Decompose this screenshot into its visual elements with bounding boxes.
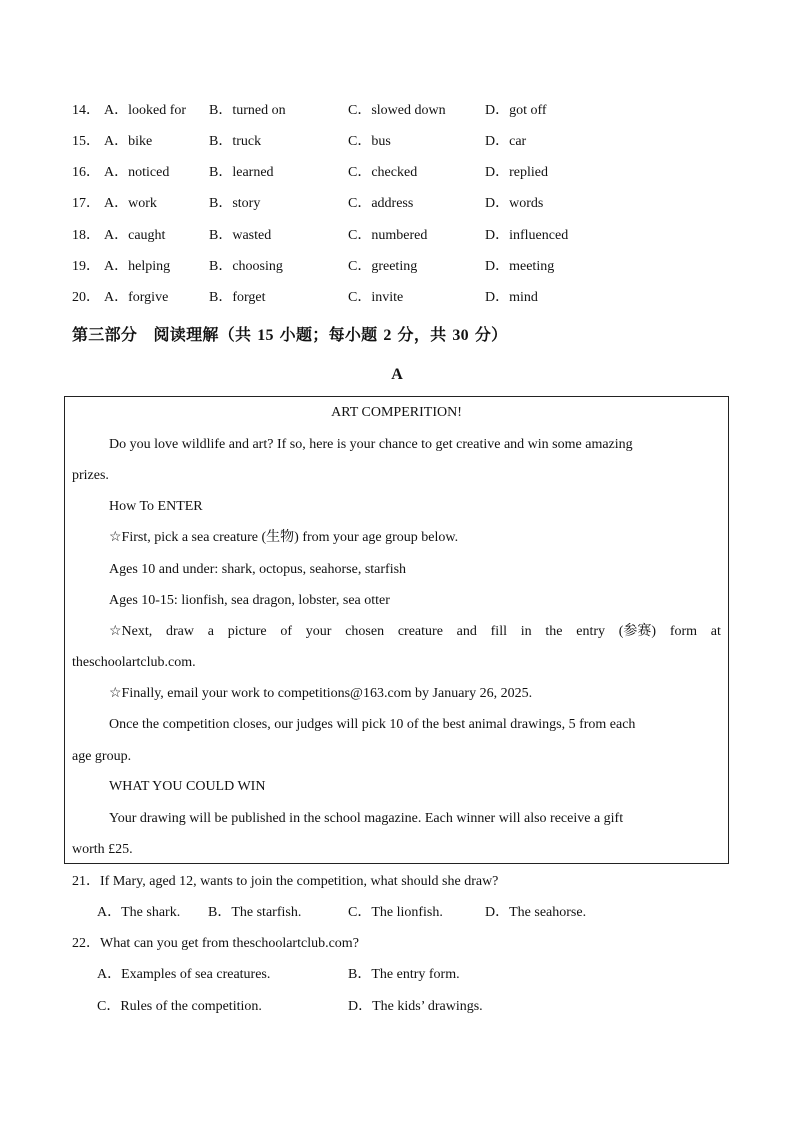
word: a bbox=[207, 624, 214, 639]
cloze-question-row bbox=[72, 288, 732, 308]
word: at bbox=[710, 624, 721, 639]
entry-step-1: ☆First, pick a sea creature (生物) from your age group below. bbox=[109, 530, 459, 545]
option-a: A．noticed bbox=[104, 165, 170, 180]
age-group-1: Ages 10 and under: shark, octopus, seahorse, starfish bbox=[109, 562, 407, 577]
word: entry bbox=[576, 624, 605, 639]
entry-step-3: ☆Finally, email your work to competitions@163.com by January 26, 2025. bbox=[109, 686, 533, 701]
section-heading bbox=[72, 322, 507, 345]
passage-box bbox=[64, 396, 729, 864]
passage-letter: A bbox=[391, 366, 403, 383]
section-title-mid1: 小题；每小题 bbox=[279, 325, 378, 344]
word: ☆Next, bbox=[109, 624, 153, 639]
option-b: B．wasted bbox=[209, 228, 272, 243]
option-d: D．The kids’ drawings. bbox=[348, 999, 483, 1014]
win-line2: worth £25. bbox=[72, 842, 133, 857]
option-a: A．caught bbox=[104, 228, 166, 243]
section-title-prefix: 第三部分 阅读理解（共 bbox=[72, 325, 252, 344]
option-a: A．helping bbox=[104, 259, 171, 274]
word: the bbox=[545, 624, 563, 639]
option-a: A．The shark. bbox=[97, 905, 181, 920]
option-d: D．car bbox=[485, 134, 527, 149]
cloze-question-row bbox=[72, 257, 732, 277]
passage-intro-line2: prizes. bbox=[72, 468, 109, 483]
question-number: 19． bbox=[72, 259, 100, 274]
option-d: D．influenced bbox=[485, 228, 569, 243]
option-c: C．bus bbox=[348, 134, 391, 149]
word: fill bbox=[490, 624, 507, 639]
section-total-points: 30 bbox=[452, 327, 469, 344]
cloze-question-row bbox=[72, 101, 732, 121]
option-c: C．greeting bbox=[348, 259, 418, 274]
option-a: A．bike bbox=[104, 134, 153, 149]
option-b: B．story bbox=[209, 196, 261, 211]
section-question-count: 15 bbox=[257, 327, 274, 344]
section-points-each: 2 bbox=[383, 327, 392, 344]
question-number: 20． bbox=[72, 290, 100, 305]
question-stem: 21．If Mary, aged 12, wants to join the competition, what should she draw? bbox=[72, 874, 499, 889]
word: form bbox=[669, 624, 698, 639]
option-b: B．The starfish. bbox=[208, 905, 302, 920]
section-title-suffix: 分） bbox=[474, 325, 508, 344]
how-to-enter-heading: How To ENTER bbox=[109, 499, 203, 514]
option-c: C．invite bbox=[348, 290, 404, 305]
option-b: B．truck bbox=[209, 134, 262, 149]
word: creature bbox=[397, 624, 443, 639]
word: and bbox=[456, 624, 477, 639]
option-b: B．learned bbox=[209, 165, 274, 180]
word: in bbox=[520, 624, 532, 639]
word: your bbox=[305, 624, 332, 639]
win-line1: Your drawing will be published in the school magazine. Each winner will also receive a gift bbox=[109, 811, 624, 826]
option-c: C．Rules of the competition. bbox=[97, 999, 262, 1014]
option-d: D．meeting bbox=[485, 259, 555, 274]
passage-heading: ART COMPERITION! bbox=[331, 405, 462, 420]
option-c: C．slowed down bbox=[348, 103, 446, 118]
question-number: 16． bbox=[72, 165, 100, 180]
question-number: 17． bbox=[72, 196, 100, 211]
word: (参赛) bbox=[618, 624, 657, 639]
option-a: A．Examples of sea creatures. bbox=[97, 967, 271, 982]
option-a: A．work bbox=[104, 196, 157, 211]
passage-intro-line1: Do you love wildlife and art? If so, here is your chance to get creative and win some amazing bbox=[109, 437, 633, 452]
word: of bbox=[280, 624, 293, 639]
word: chosen bbox=[345, 624, 385, 639]
word: draw bbox=[166, 624, 195, 639]
option-d: D．words bbox=[485, 196, 544, 211]
question-number: 14． bbox=[72, 103, 100, 118]
option-c: C．numbered bbox=[348, 228, 428, 243]
win-heading: WHAT YOU COULD WIN bbox=[109, 779, 266, 794]
cloze-question-row bbox=[72, 226, 732, 246]
cloze-question-row bbox=[72, 163, 732, 183]
closing-line2: age group. bbox=[72, 749, 132, 764]
cloze-question-row bbox=[72, 132, 732, 152]
option-c: C．address bbox=[348, 196, 414, 211]
option-b: B．choosing bbox=[209, 259, 283, 274]
entry-step-2-line2: theschoolartclub.com. bbox=[72, 655, 196, 670]
word: picture bbox=[227, 624, 267, 639]
option-d: D．replied bbox=[485, 165, 548, 180]
entry-step-2-line1 bbox=[109, 622, 721, 642]
option-a: A．forgive bbox=[104, 290, 169, 305]
option-c: C．checked bbox=[348, 165, 418, 180]
option-a: A．looked for bbox=[104, 103, 187, 118]
option-c: C．The lionfish. bbox=[348, 905, 443, 920]
question-number: 18． bbox=[72, 228, 100, 243]
section-title-mid2: 分，共 bbox=[397, 325, 447, 344]
option-d: D．The seahorse. bbox=[485, 905, 587, 920]
option-b: B．The entry form. bbox=[348, 967, 460, 982]
option-b: B．forget bbox=[209, 290, 266, 305]
question-number: 15． bbox=[72, 134, 100, 149]
question-stem: 22．What can you get from theschoolartclub.com? bbox=[72, 936, 359, 951]
option-d: D．got off bbox=[485, 103, 547, 118]
option-b: B．turned on bbox=[209, 103, 286, 118]
cloze-question-row bbox=[72, 194, 732, 214]
option-d: D．mind bbox=[485, 290, 538, 305]
closing-line1: Once the competition closes, our judges will pick 10 of the best animal drawings, 5 from each bbox=[109, 717, 636, 732]
age-group-2: Ages 10-15: lionfish, sea dragon, lobster, sea otter bbox=[109, 593, 390, 608]
